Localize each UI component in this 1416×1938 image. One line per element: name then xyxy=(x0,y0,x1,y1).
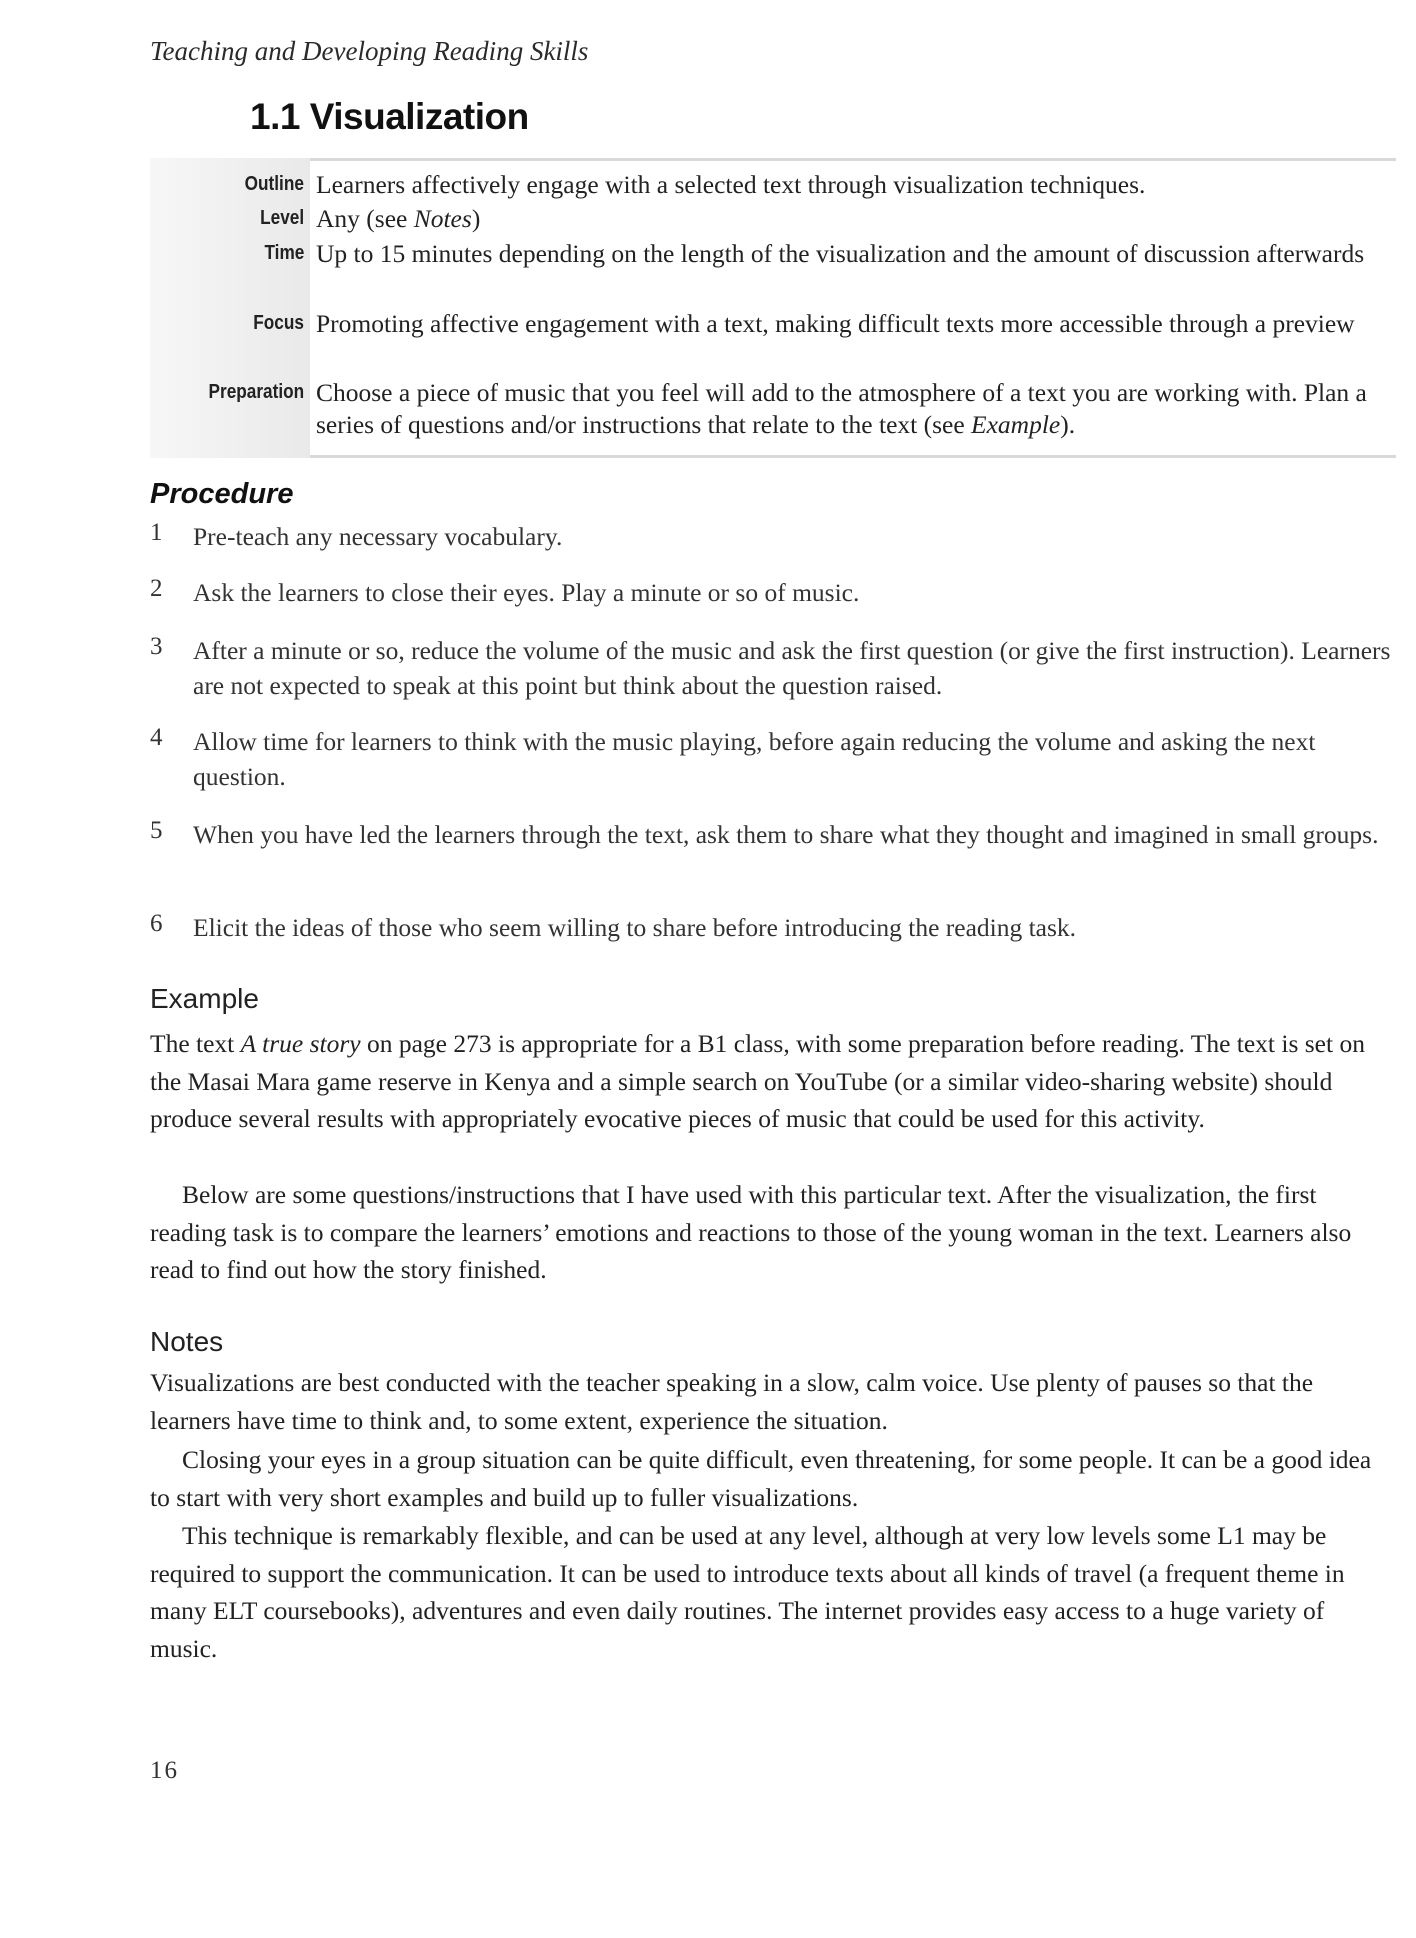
info-label-outline: Outline xyxy=(244,173,304,195)
running-head: Teaching and Developing Reading Skills xyxy=(150,36,589,66)
info-text-time: Up to 15 minutes depending on the length of the visualization and the amount of discussion afterwards xyxy=(316,239,1365,268)
info-text-preparation-before: Choose a piece of music that you feel will add to the atmosphere of a text you are working with. Plan a series of questions and/or instructions that relate to the text (see xyxy=(316,378,1367,439)
notes-paragraph-2: Closing your eyes in a group situation can be quite difficult, even threatening, for some people. It can be a good idea to start with very short examples and build up to fuller visualizations. xyxy=(150,1445,1372,1512)
step-number: 2 xyxy=(150,575,163,602)
step-number: 1 xyxy=(150,519,163,546)
info-text-level xyxy=(316,203,1396,235)
example-heading: Example xyxy=(150,983,259,1014)
example-p1-before: The text xyxy=(150,1029,241,1058)
info-text-level-before: Any (see xyxy=(316,204,414,233)
notes-heading: Notes xyxy=(150,1326,224,1357)
section-title-text: Visualization xyxy=(309,96,529,137)
info-box-top-rule xyxy=(310,158,1396,161)
info-label-level: Level xyxy=(260,207,304,229)
info-text-preparation xyxy=(316,377,1396,441)
step-text: When you have led the learners through the text, ask them to share what they thought and imagined in small groups. xyxy=(193,820,1379,849)
page-number: 16 xyxy=(150,1757,179,1784)
info-label-column xyxy=(150,158,310,458)
info-label-focus: Focus xyxy=(253,312,304,334)
step-number: 3 xyxy=(150,633,163,660)
info-text-outline: Learners affectively engage with a selected text through visualization techniques. xyxy=(316,170,1146,199)
example-p1-after: on page 273 is appropriate for a B1 class, with some preparation before reading. The text is set on the Masai Mara game reserve in Kenya and a simple search on YouTube (or a similar video-sharing website) should produce several results with appropriately evocative pieces of music that could be used for this activity. xyxy=(150,1029,1365,1133)
example-paragraph-1 xyxy=(150,1025,1396,1138)
info-text-focus: Promoting affective engagement with a text, making difficult texts more accessible through a preview xyxy=(316,309,1355,338)
step-text: Allow time for learners to think with the music playing, before again reducing the volume and asking the next question. xyxy=(193,727,1316,791)
example-p1-title: A true story xyxy=(240,1029,361,1058)
step-number: 6 xyxy=(150,910,163,937)
example-paragraph-2: Below are some questions/instructions that I have used with this particular text. After the visualization, the first reading task is to compare the learners’ emotions and reactions to those of the young woman in the text. Learners also read to find out how the story finished. xyxy=(150,1180,1352,1284)
step-text: Elicit the ideas of those who seem willing to share before introducing the reading task. xyxy=(193,913,1077,942)
activity-info-box xyxy=(150,158,1396,458)
info-label-preparation: Preparation xyxy=(208,381,304,403)
step-text: Ask the learners to close their eyes. Play a minute or so of music. xyxy=(193,578,860,607)
info-text-preparation-after: ). xyxy=(1060,410,1076,439)
step-number: 5 xyxy=(150,817,163,844)
section-title xyxy=(250,96,529,138)
info-text-level-after: ) xyxy=(471,204,481,233)
notes-paragraph-1: Visualizations are best conducted with the teacher speaking in a slow, calm voice. Use plenty of pauses so that the learners have time to think and, to some extent, experience the situation. xyxy=(150,1368,1314,1435)
notes-paragraph-3: This technique is remarkably flexible, and can be used at any level, although at very low levels some L1 may be required to support the communication. It can be used to introduce texts about all kinds of travel (a frequent theme in many ELT coursebooks), adventures and even daily routines. The internet provides easy access to a huge variety of music. xyxy=(150,1521,1345,1663)
info-text-level-italic: Notes xyxy=(413,204,472,233)
info-box-bottom-rule xyxy=(310,455,1396,458)
step-number: 4 xyxy=(150,724,163,751)
step-text: After a minute or so, reduce the volume of the music and ask the first question (or give the first instruction). Learners are not expected to speak at this point but think about the question raised. xyxy=(193,636,1391,700)
info-label-time: Time xyxy=(264,242,304,264)
info-text-preparation-italic: Example xyxy=(971,410,1061,439)
procedure-heading: Procedure xyxy=(150,478,294,510)
step-text: Pre-teach any necessary vocabulary. xyxy=(193,522,563,551)
section-number: 1.1 xyxy=(250,96,300,137)
